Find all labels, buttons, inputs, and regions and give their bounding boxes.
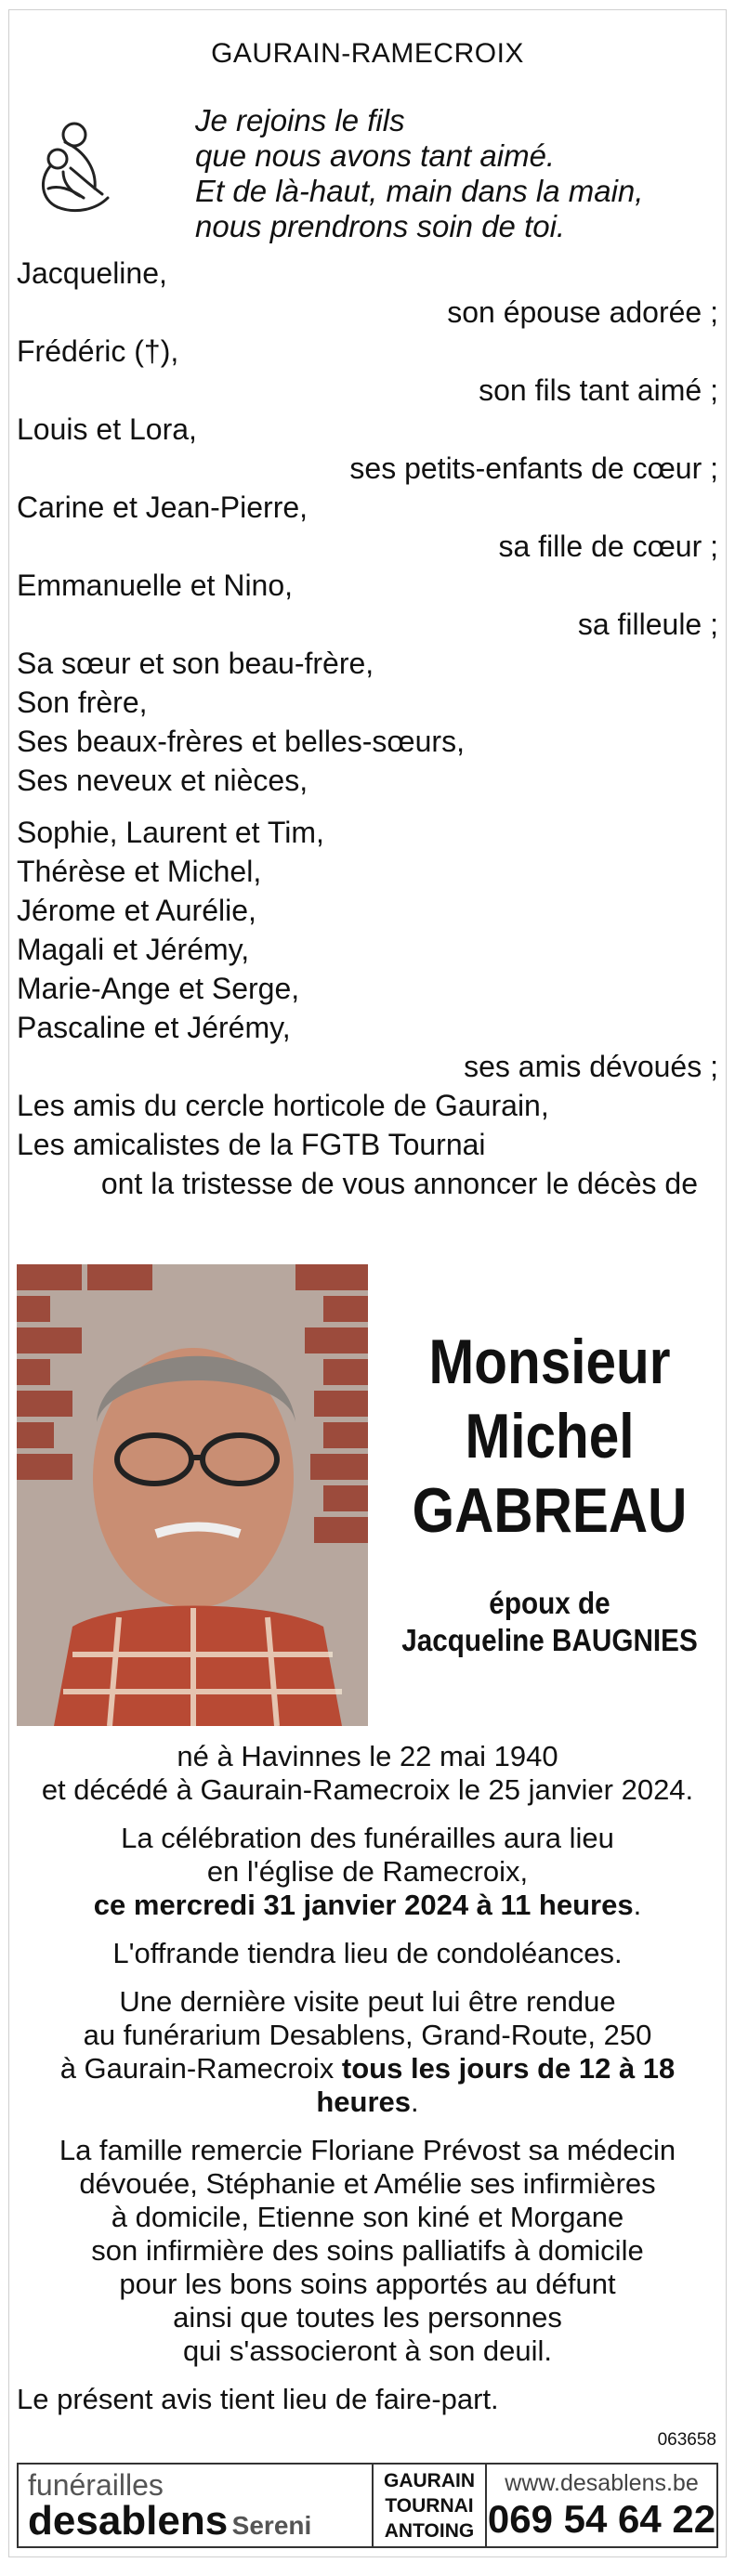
funeral-paragraph [17,1822,718,1922]
funeral-line: La célébration des funérailles aura lieu [121,1822,614,1854]
offering-line: L'offrande tiendra lieu de condoléances. [112,1937,623,1969]
family-line: Les amicalistes de la FGTB Tournai [17,1128,486,1161]
family-line: sa fille de cœur ; [498,530,718,563]
location-heading: GAURAIN-RAMECROIX [211,38,524,69]
family-line: Sa sœur et son beau-frère, [17,647,374,680]
notice-body [17,1740,718,2431]
family-line: Marie-Ange et Serge, [17,972,300,1005]
family-line: Jérome et Aurélie, [17,894,256,927]
family-line: ses petits-enfants de cœur ; [349,451,718,485]
poem-line: Et de là-haut, main dans la main, [195,174,644,208]
location-item: GAURAIN [384,2469,475,2491]
brand-large: desablens [28,2498,229,2543]
family-line: Les amis du cercle horticole de Gaurain, [17,1089,549,1122]
embracing-figures-icon [30,114,123,244]
family-line: Emmanuelle et Nino, [17,569,294,602]
family-line: Thérèse et Michel, [17,855,262,888]
notice-line: Le présent avis tient lieu de faire-part. [17,2383,499,2415]
family-line: son épouse adorée ; [447,295,718,329]
funeral-date: ce mercredi 31 janvier 2024 à 11 heures [93,1889,634,1921]
brand-logo [19,2465,374,2546]
funeral-date-end: . [633,1889,642,1921]
family-line: son fils tant aimé ; [479,373,718,407]
poem [195,103,643,244]
deceased-last-name: GABREAU [412,1475,688,1546]
family-line: Magali et Jérémy, [17,933,250,966]
phone-number[interactable]: 069 54 64 22 [487,2496,716,2541]
funeral-home-footer [17,2463,718,2548]
family-line: Louis et Lora, [17,412,197,446]
deceased-name-block [381,1325,718,1659]
poem-line: Je rejoins le fils [195,103,405,137]
family-line: ont la tristesse de vous annoncer le décès de [100,1167,698,1200]
location-item: TOURNAI [385,2494,474,2517]
family-line: ses amis dévoués ; [464,1050,718,1083]
obituary-notice [8,9,727,2557]
visit-line: au funérarium Desablens, Grand-Route, 250 [83,2019,652,2051]
birth-death-paragraph [17,1740,718,1807]
thanks-line: La famille remercie Floriane Prévost sa médecin [59,2134,676,2166]
thanks-line: à domicile, Etienne son kiné et Morgane [111,2201,624,2233]
spouse-name: Jacqueline BAUGNIES [401,1623,698,1657]
thanks-line: pour les bons soins apportés au défunt [119,2268,616,2300]
thanks-paragraph [17,2134,718,2368]
birth-line: né à Havinnes le 22 mai 1940 [177,1740,558,1772]
funeral-line: en l'église de Ramecroix, [206,1855,529,1888]
family-line: Pascaline et Jérémy, [17,1011,291,1044]
visit-hours: tous les jours de 12 à 18 heures [316,2052,676,2118]
family-line: Frédéric (†), [17,334,179,368]
deceased-first-name: Michel [465,1401,635,1471]
family-line: Son frère, [17,686,148,719]
family-line: Sophie, Laurent et Tim, [17,816,324,849]
thanks-line: dévouée, Stéphanie et Amélie ses infirmières [79,2167,656,2200]
portrait-photo [17,1264,368,1726]
brand-sub: Sereni [231,2511,312,2540]
contact [487,2465,716,2546]
visit-end: . [411,2086,419,2118]
brand-small: funérailles [28,2468,164,2502]
location-item: ANTOING [384,2519,475,2542]
visit-paragraph [17,1985,718,2119]
death-line: et décédé à Gaurain-Ramecroix le 25 janvier 2024. [41,1773,694,1806]
thanks-line: qui s'associeront à son deuil. [182,2334,553,2367]
family-gap [17,800,718,813]
family-line: Ses beaux-frères et belles-sœurs, [17,725,465,758]
visit-line: Une dernière visite peut lui être rendue [119,1985,616,2018]
poem-line: que nous avons tant aimé. [195,138,556,173]
family-line: Ses neveux et nièces, [17,764,308,797]
family-line: sa filleule ; [577,608,718,641]
thanks-line: ainsi que toutes les personnes [173,2301,562,2334]
spouse-label: époux de [489,1586,610,1620]
locations [374,2465,487,2546]
visit-line: à Gaurain-Ramecroix [59,2052,342,2085]
thanks-line: son infirmière des soins palliatifs à domicile [91,2234,644,2267]
deceased-title: Monsieur [428,1327,671,1397]
poem-line: nous prendrons soin de toi. [195,209,566,243]
website-link[interactable]: www.desablens.be [505,2469,699,2496]
family-list [17,254,718,1203]
reference-number: 063658 [657,2430,716,2450]
family-line: Carine et Jean-Pierre, [17,490,308,524]
family-line: Jacqueline, [17,256,167,290]
